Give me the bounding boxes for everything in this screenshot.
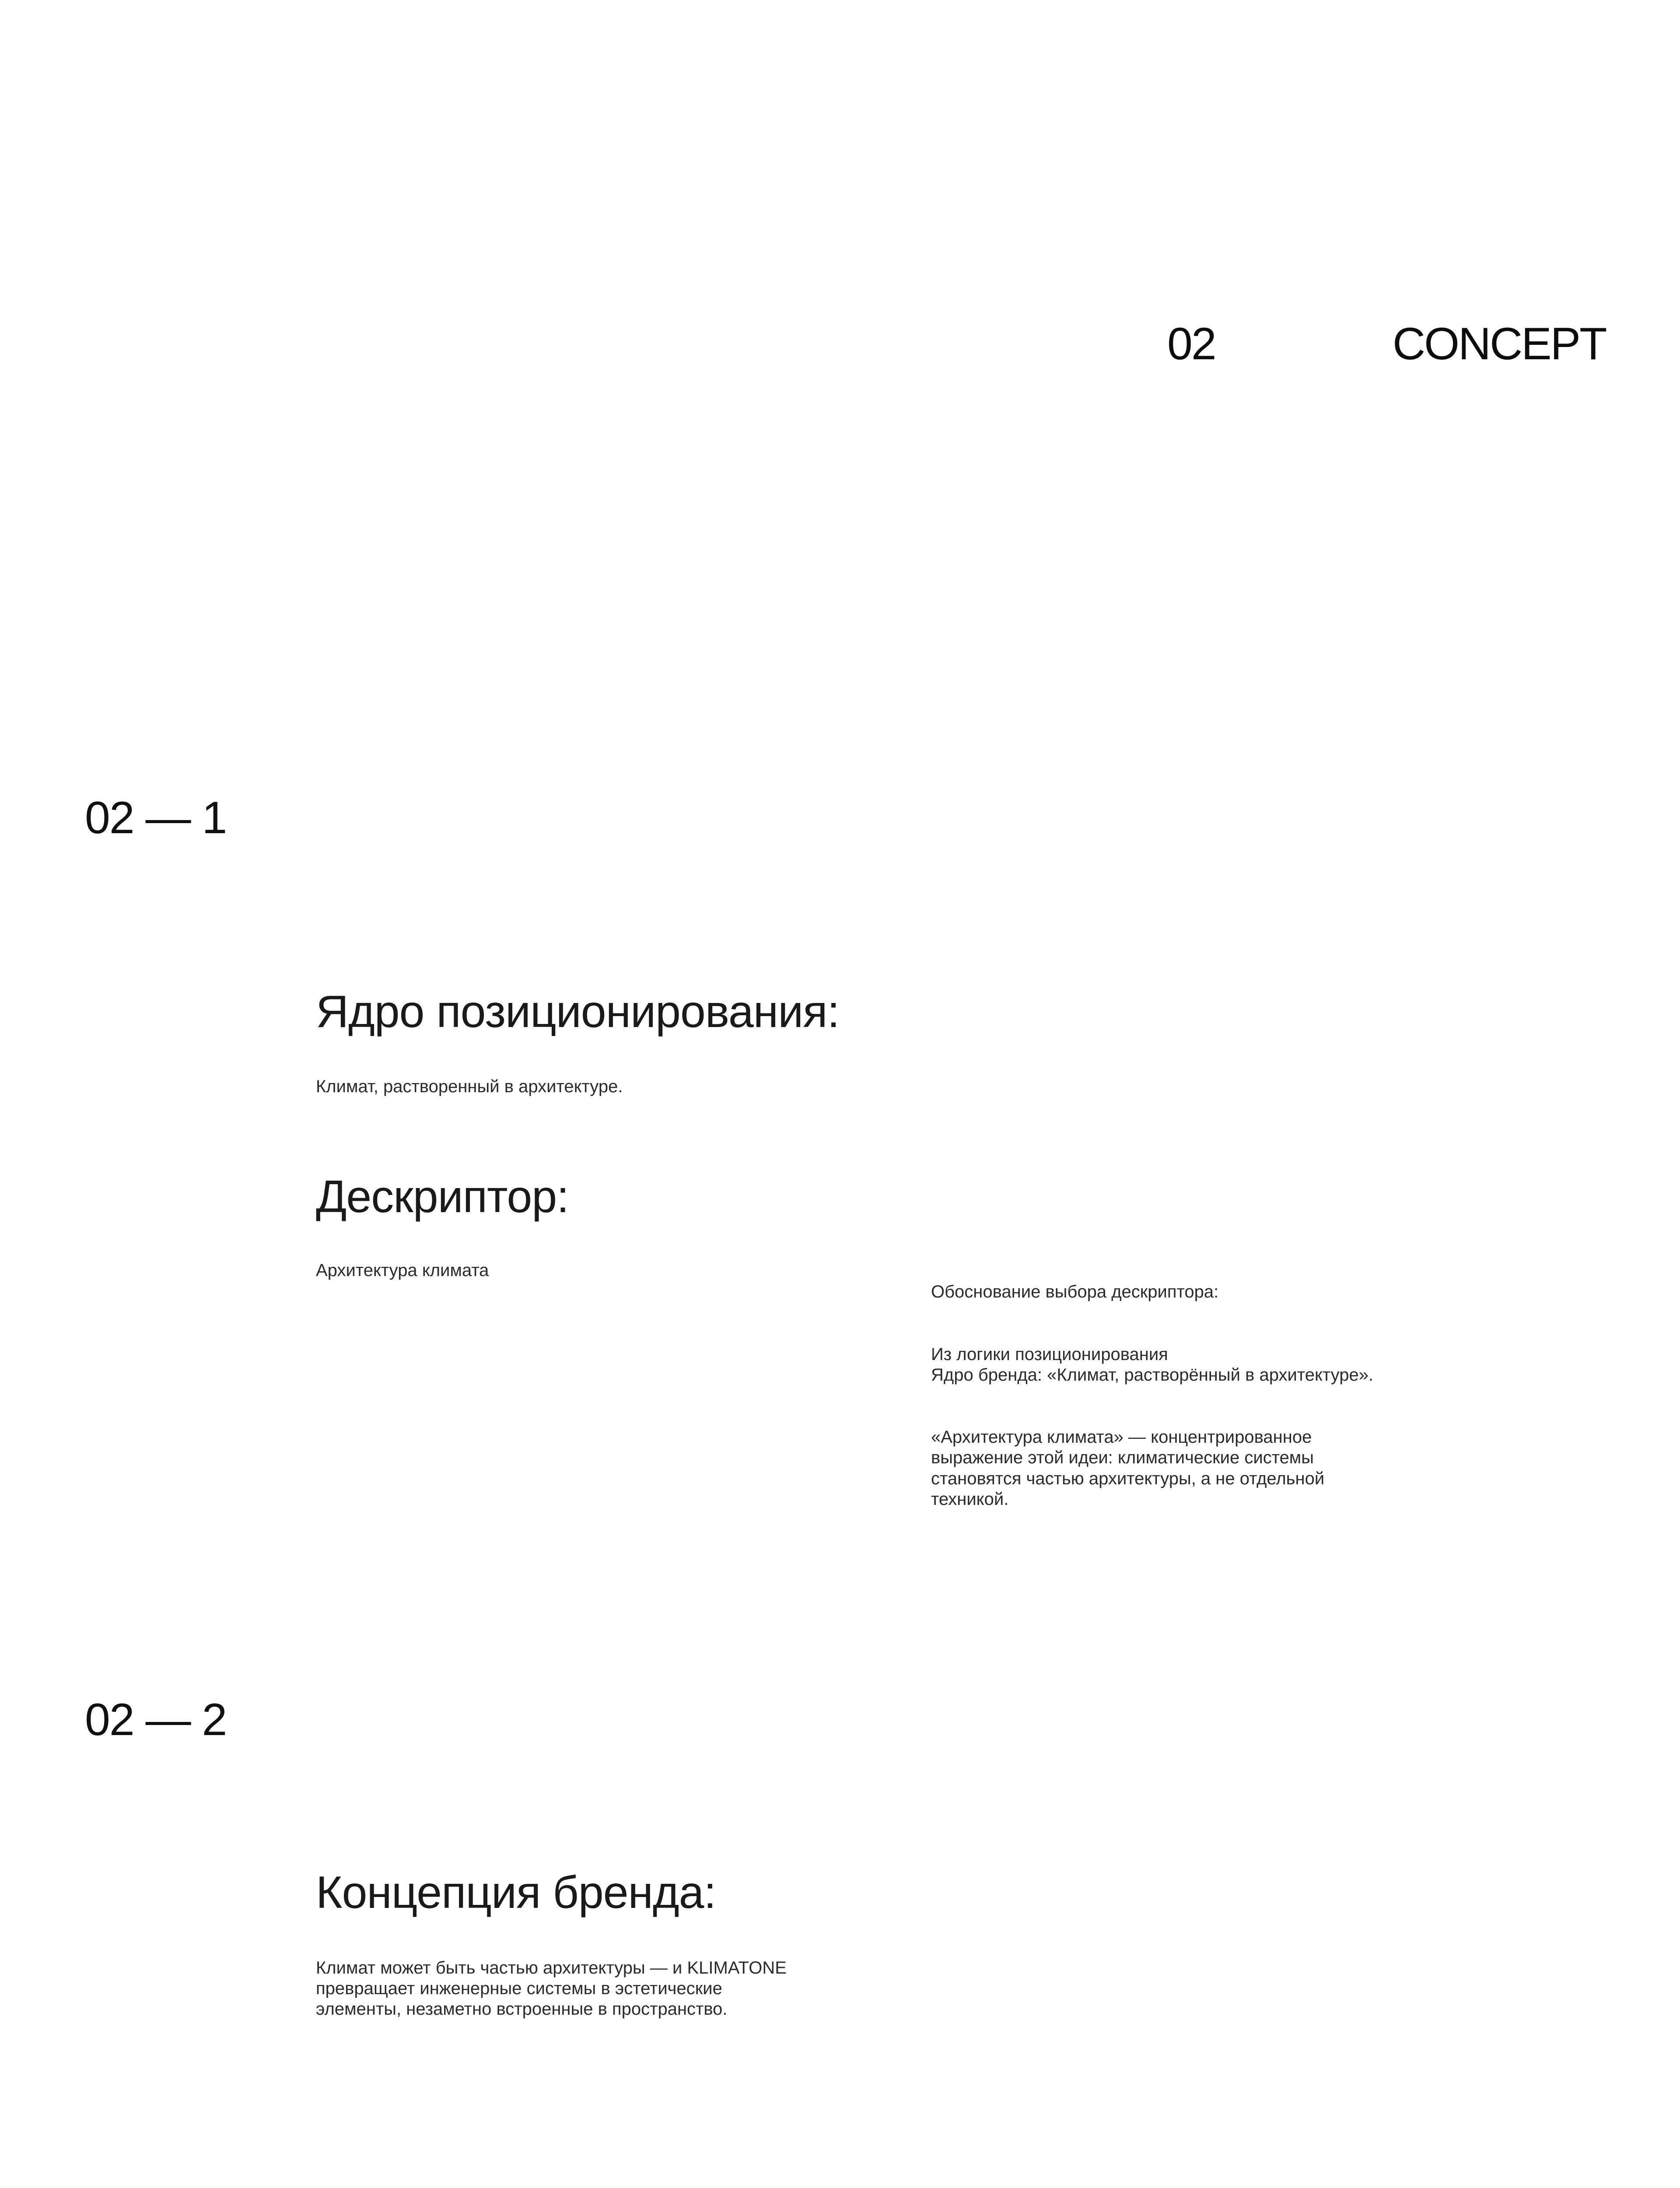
- section-text: Архитектура климата: [316, 1261, 489, 1280]
- section-heading: Дескриптор:: [316, 1171, 569, 1222]
- rationale-paragraph: Обоснование выбора дескриптора:: [931, 1282, 1219, 1302]
- header-title: CONCEPT: [1393, 319, 1606, 369]
- header-section-number: 02: [1167, 319, 1215, 369]
- section-number: 02 — 1: [85, 792, 227, 843]
- rationale-paragraph: «Архитектура климата» — концентрированное выражение этой идеи: климатические системы становятся частью архитектуры, а не отдельной техникой.: [931, 1427, 1325, 1509]
- descriptor-rationale: [931, 1261, 1500, 1530]
- section-text: Климат может быть частью архитектуры — и KLIMATONE превращает инженерные системы в эстетические элементы, незаметно встроенные в пространство.: [316, 1958, 787, 2019]
- rationale-paragraph: Из логики позиционирования Ядро бренда: «Климат, растворённый в архитектуре».: [931, 1344, 1374, 1385]
- section-text: Климат, растворенный в архитектуре.: [316, 1077, 623, 1096]
- section-heading: Концепция бренда:: [316, 1867, 716, 1918]
- section-number: 02 — 2: [85, 1694, 227, 1745]
- section-heading: Ядро позиционирования:: [316, 986, 840, 1037]
